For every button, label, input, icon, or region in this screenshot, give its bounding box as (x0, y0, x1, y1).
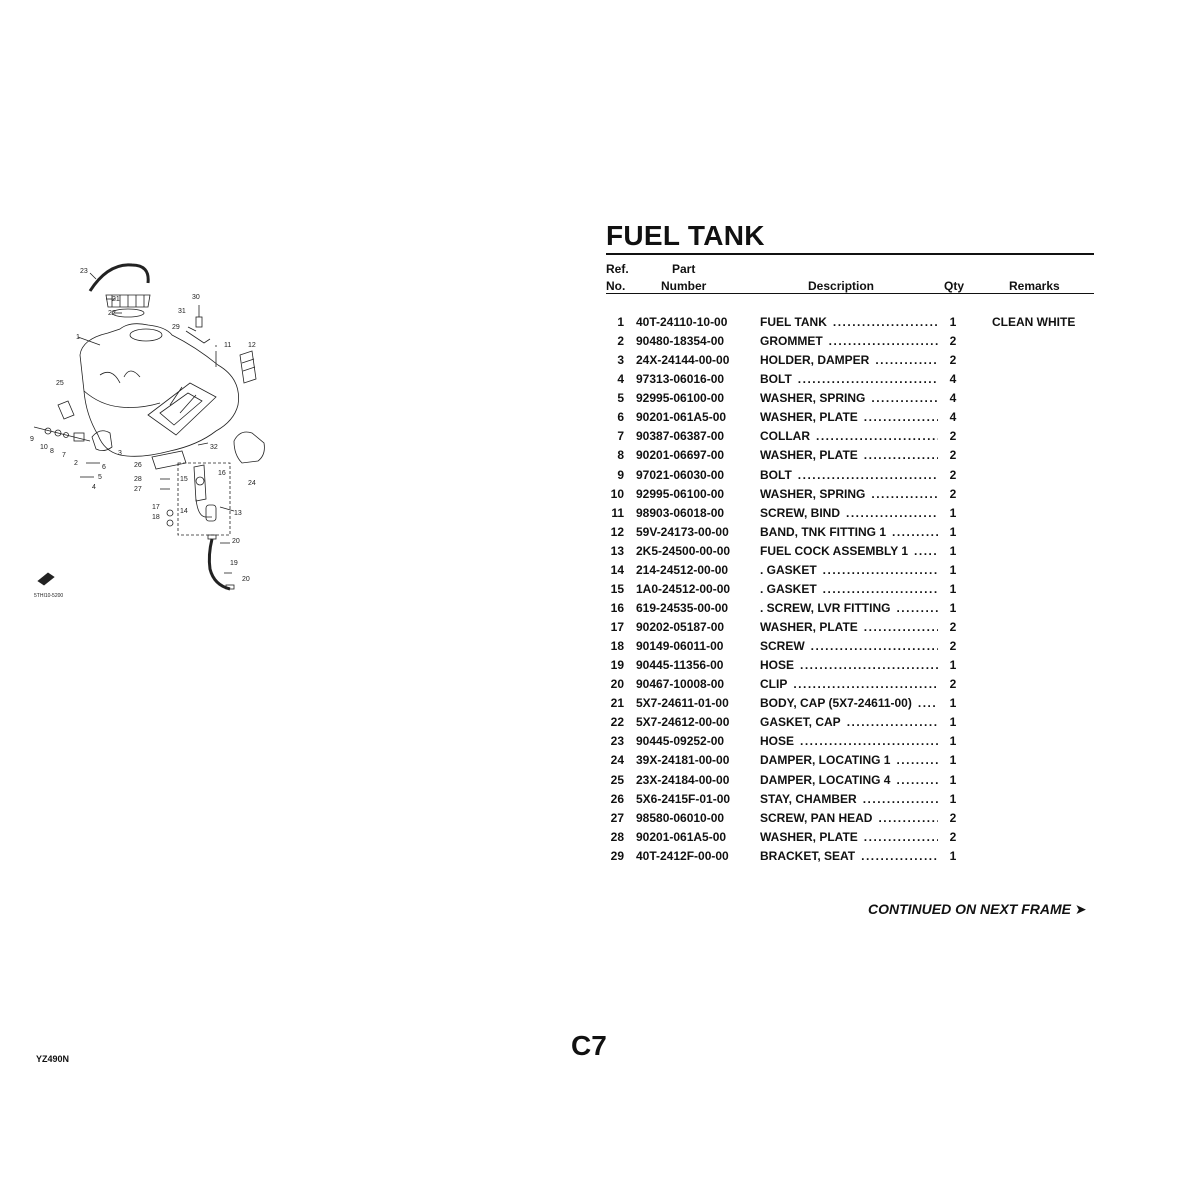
ref-number: 20 (610, 677, 624, 692)
description: WASHER, PLATE (760, 829, 858, 844)
part-number: 90445-11356-00 (636, 658, 724, 673)
quantity: 1 (949, 753, 957, 768)
leader-dots (800, 734, 938, 748)
part-number: 90467-10008-00 (636, 677, 725, 692)
quantity: 1 (949, 543, 957, 558)
table-row (606, 713, 1096, 732)
description-cell (760, 830, 940, 844)
callout-number: 5 (98, 474, 102, 481)
description: STAY, CHAMBER (760, 791, 857, 806)
title-rule (606, 253, 1094, 255)
leader-dots (798, 372, 938, 386)
description-cell (760, 563, 940, 577)
callout-number: 26 (134, 462, 142, 469)
part-number: 214-24512-00-00 (636, 562, 729, 577)
table-row (606, 427, 1096, 446)
table-row (606, 656, 1096, 675)
callout-number: 30 (192, 294, 200, 301)
ref-number: 19 (610, 658, 624, 673)
callout-number: 28 (134, 476, 142, 483)
description-cell (760, 410, 940, 424)
table-row (606, 828, 1096, 847)
ref-number: 4 (617, 372, 624, 387)
table-row (606, 466, 1096, 485)
callout-number: 8 (50, 448, 54, 455)
callout-number: 18 (152, 514, 160, 521)
part-number: 92995-06100-00 (636, 486, 725, 501)
part-number: 24X-24144-00-00 (636, 353, 730, 368)
table-row (606, 599, 1096, 618)
quantity: 1 (949, 715, 957, 730)
header-ref-line1: Ref. (606, 262, 629, 276)
hose-19-drawing (209, 539, 230, 589)
table-row (606, 332, 1096, 351)
band-12-drawing (240, 351, 256, 383)
callout-number: 31 (178, 308, 186, 315)
leader-dots (816, 429, 938, 443)
table-row (606, 751, 1096, 770)
quantity: 1 (949, 848, 957, 863)
tank-graphic-drawing (148, 383, 216, 435)
ref-number: 1 (617, 315, 624, 329)
part-number: 59V-24173-00-00 (636, 524, 729, 539)
callout-number: 3 (118, 450, 122, 457)
quantity: 1 (949, 562, 957, 577)
description-cell (760, 334, 940, 348)
model-code: YZ490N (36, 1054, 70, 1064)
part-number: 90201-06697-00 (636, 448, 725, 463)
holder-damper-drawing (92, 431, 112, 451)
description: WASHER, SPRING (760, 486, 866, 501)
description: BAND, TNK FITTING 1 (760, 524, 886, 539)
table-row (606, 313, 1096, 332)
leader-dots (875, 353, 938, 367)
description: DAMPER, LOCATING 4 (760, 772, 891, 787)
damper-24-drawing (234, 432, 264, 463)
description: SCREW, BIND (760, 505, 841, 520)
description: FUEL COCK ASSEMBLY 1 (760, 543, 909, 558)
header-qty: Qty (944, 279, 965, 293)
header-part-line1: Part (672, 262, 696, 276)
header-ref-line2: No. (606, 279, 626, 293)
bolt-stack-drawing (34, 427, 90, 441)
description: SCREW (760, 639, 805, 654)
table-row (606, 618, 1096, 637)
part-number: 97021-06030-00 (636, 467, 725, 482)
callout-number: 11 (224, 342, 232, 349)
quantity: 1 (949, 696, 957, 711)
part-number: 619-24535-00-00 (636, 600, 729, 615)
description: HOLDER, DAMPER (760, 353, 870, 368)
description-cell (760, 544, 940, 558)
part-number: 40T-2412F-00-00 (636, 848, 729, 863)
part-number: 23X-24184-00-00 (636, 772, 730, 787)
callout-number: 4 (92, 484, 96, 491)
description: HOSE (760, 734, 795, 749)
quantity: 4 (949, 372, 957, 387)
ref-number: 18 (610, 639, 624, 654)
callout-number: 13 (234, 510, 242, 517)
quantity: 2 (949, 429, 957, 444)
quantity: 2 (949, 467, 957, 482)
diagram-code: 5THI10-5200 (34, 593, 64, 599)
ref-number: 16 (610, 600, 624, 615)
part-number: 39X-24181-00-00 (636, 753, 730, 768)
table-row (606, 675, 1096, 694)
callout-number: 9 (30, 436, 34, 443)
callout-number: 2 (74, 460, 78, 467)
table-row (606, 446, 1096, 465)
ref-number: 21 (610, 696, 624, 711)
part-number: 90445-09252-00 (636, 734, 725, 749)
table-row (606, 523, 1096, 542)
callout-number: 10 (40, 444, 48, 451)
description-cell (760, 601, 940, 615)
description-cell (760, 677, 940, 691)
part-number: 98580-06010-00 (636, 810, 725, 825)
description: COLLAR (760, 429, 810, 444)
description-cell (760, 353, 940, 367)
leader-dots (823, 582, 938, 596)
leader-dots (833, 315, 938, 329)
table-row (606, 485, 1096, 504)
ref-number: 14 (610, 562, 624, 577)
description: BOLT (760, 372, 792, 387)
quantity: 2 (949, 448, 957, 463)
table-row (606, 580, 1096, 599)
ref-number: 29 (610, 848, 624, 863)
part-number: 5X7-24611-01-00 (636, 696, 729, 711)
hose-23-drawing (90, 265, 148, 291)
part-number: 90202-05187-00 (636, 620, 725, 634)
description-cell (760, 315, 940, 329)
callout-number: 6 (102, 464, 106, 471)
leader-dots (896, 773, 938, 787)
description: BRACKET, SEAT (760, 848, 856, 863)
ref-number: 5 (617, 391, 624, 406)
part-number: 40T-24110-10-00 (636, 315, 728, 329)
leader-dots (864, 620, 938, 634)
table-row (606, 790, 1096, 809)
part-number: 97313-06016-00 (636, 372, 725, 387)
description-cell (760, 372, 940, 386)
table-row (606, 561, 1096, 580)
parts-table (606, 313, 1096, 866)
description-cell (760, 734, 940, 748)
ref-number: 24 (610, 753, 624, 768)
table-row (606, 504, 1096, 523)
description: WASHER, PLATE (760, 448, 858, 463)
fuel-cock-drawing (194, 465, 206, 501)
callout-number: 32 (210, 444, 218, 451)
diagram-reference-mark (38, 573, 54, 585)
quantity: 1 (949, 315, 957, 329)
ref-number: 2 (617, 334, 624, 349)
callout-number: 20 (242, 576, 250, 583)
description: GROMMET (760, 334, 823, 349)
callout-number: 15 (180, 476, 188, 483)
callout-number: 25 (56, 380, 64, 387)
quantity: 1 (949, 600, 957, 615)
ref-number: 23 (610, 734, 624, 749)
ref-number: 8 (617, 448, 624, 463)
description-cell (760, 620, 940, 634)
leader-dots (800, 658, 938, 672)
part-number: 98903-06018-00 (636, 505, 725, 520)
leader-dots (864, 830, 938, 844)
description: HOSE (760, 658, 795, 673)
description: DAMPER, LOCATING 1 (760, 753, 891, 768)
description-cell (760, 525, 940, 539)
ref-number: 26 (610, 791, 624, 806)
ref-number: 25 (610, 772, 624, 787)
quantity: 2 (949, 486, 957, 501)
ref-number: 13 (610, 543, 624, 558)
diagram-callouts (30, 268, 256, 583)
header-remarks: Remarks (1009, 279, 1060, 293)
damper-25-drawing (58, 401, 74, 419)
part-number: 2K5-24500-00-00 (636, 543, 731, 558)
leader-dots (871, 487, 938, 501)
description: WASHER, PLATE (760, 410, 858, 425)
ref-number: 15 (610, 581, 624, 596)
callout-number: 29 (172, 324, 180, 331)
part-number: 5X6-2415F-01-00 (636, 791, 731, 806)
description: BOLT (760, 467, 792, 482)
continued-note: CONTINUED ON NEXT FRAME ➤ (868, 901, 1087, 917)
callout-number: 19 (230, 560, 238, 567)
leader-dots (914, 544, 938, 558)
description-cell (760, 753, 940, 767)
leader-dots (896, 601, 938, 615)
table-row (606, 389, 1096, 408)
leader-dots (864, 448, 938, 462)
description-cell (760, 487, 940, 501)
description: FUEL TANK (760, 315, 827, 329)
callout-number: 20 (232, 538, 240, 545)
description-cell (760, 696, 940, 710)
callout-number: 12 (248, 342, 256, 349)
header-description: Description (808, 279, 875, 293)
leader-dots (871, 391, 938, 405)
callout-number: 16 (218, 470, 226, 477)
callout-number: 1 (76, 334, 80, 341)
description-cell (760, 792, 940, 806)
callout-number: 7 (62, 452, 66, 459)
table-row (606, 809, 1096, 828)
ref-number: 9 (617, 467, 624, 482)
quantity: 1 (949, 581, 957, 596)
description-cell (760, 811, 940, 825)
part-number: 90149-06011-00 (636, 639, 724, 654)
quantity: 2 (949, 829, 957, 844)
description-cell (760, 715, 940, 729)
header-part-line2: Number (661, 279, 707, 293)
quantity: 2 (949, 639, 957, 654)
description: GASKET, CAP (760, 715, 841, 730)
quantity: 1 (949, 791, 957, 806)
leader-dots (811, 639, 938, 653)
quantity: 4 (949, 410, 957, 425)
description: . GASKET (760, 562, 817, 577)
ref-number: 7 (617, 429, 624, 444)
ref-number: 11 (611, 505, 624, 520)
leader-dots (823, 563, 938, 577)
quantity: 2 (949, 677, 957, 692)
quantity: 1 (949, 658, 957, 673)
table-row (606, 732, 1096, 751)
page-number: C7 (571, 1030, 607, 1061)
leader-dots (861, 849, 938, 863)
quantity: 2 (949, 810, 957, 825)
table-row (606, 694, 1096, 713)
description-cell (760, 429, 940, 443)
exploded-parts-diagram (20, 255, 270, 605)
part-number: 90480-18354-00 (636, 334, 725, 349)
quantity: 1 (949, 505, 957, 520)
part-number: 5X7-24612-00-00 (636, 715, 730, 730)
leader-dots (918, 696, 938, 710)
ref-number: 3 (617, 353, 624, 368)
quantity: 2 (949, 334, 957, 349)
description-cell (760, 448, 940, 462)
table-row (606, 847, 1096, 866)
description: . GASKET (760, 581, 817, 596)
description: CLIP (760, 677, 788, 692)
leader-dots (847, 715, 938, 729)
quantity: 2 (949, 620, 957, 634)
callout-number: 23 (80, 268, 88, 275)
leader-dots (896, 753, 938, 767)
description: . SCREW, LVR FITTING (760, 600, 891, 615)
description-cell (760, 468, 940, 482)
leader-dots (878, 811, 938, 825)
description-cell (760, 773, 940, 787)
ref-number: 6 (617, 410, 624, 425)
description: WASHER, SPRING (760, 391, 866, 406)
remarks: CLEAN WHITE (992, 315, 1076, 329)
quantity: 1 (949, 772, 957, 787)
description: WASHER, PLATE (760, 620, 858, 634)
quantity: 4 (949, 391, 957, 406)
table-row (606, 637, 1096, 656)
table-row (606, 351, 1096, 370)
callout-number: 22 (108, 310, 116, 317)
description-cell (760, 639, 940, 653)
callout-number: 21 (112, 296, 120, 303)
ref-number: 12 (610, 524, 624, 539)
description-cell (760, 849, 940, 863)
leader-dots (829, 334, 938, 348)
quantity: 1 (949, 734, 957, 749)
table-row (606, 408, 1096, 427)
part-number: 1A0-24512-00-00 (636, 581, 731, 596)
description: BODY, CAP (5X7-24611-00) (760, 696, 912, 711)
description-cell (760, 391, 940, 405)
ref-number: 22 (610, 715, 624, 730)
quantity: 1 (949, 524, 957, 539)
part-number: 92995-06100-00 (636, 391, 725, 406)
leader-dots (863, 792, 938, 806)
description: SCREW, PAN HEAD (760, 810, 873, 825)
part-number: 90201-061A5-00 (636, 410, 727, 425)
part-number: 90387-06387-00 (636, 429, 725, 444)
callout-number: 24 (248, 480, 256, 487)
callout-number: 27 (134, 486, 142, 493)
ref-number: 17 (610, 620, 624, 634)
description-cell (760, 582, 940, 596)
part-number: 90201-061A5-00 (636, 829, 727, 844)
table-row (606, 771, 1096, 790)
ref-number: 28 (610, 829, 624, 844)
leader-dots (846, 506, 938, 520)
ref-number: 10 (610, 486, 624, 501)
leader-dots (793, 677, 938, 691)
callout-number: 17 (152, 504, 160, 511)
leader-dots (798, 468, 938, 482)
description-cell (760, 506, 940, 520)
quantity: 2 (949, 353, 957, 368)
page-title: FUEL TANK (606, 220, 765, 251)
ref-number: 27 (610, 810, 624, 825)
callout-number: 14 (180, 508, 188, 515)
table-row (606, 370, 1096, 389)
table-row (606, 542, 1096, 561)
description-cell (760, 658, 940, 672)
leader-dots (892, 525, 938, 539)
header-rule (606, 293, 1094, 294)
leader-dots (864, 410, 938, 424)
fuel-tank-drawing (80, 324, 239, 457)
